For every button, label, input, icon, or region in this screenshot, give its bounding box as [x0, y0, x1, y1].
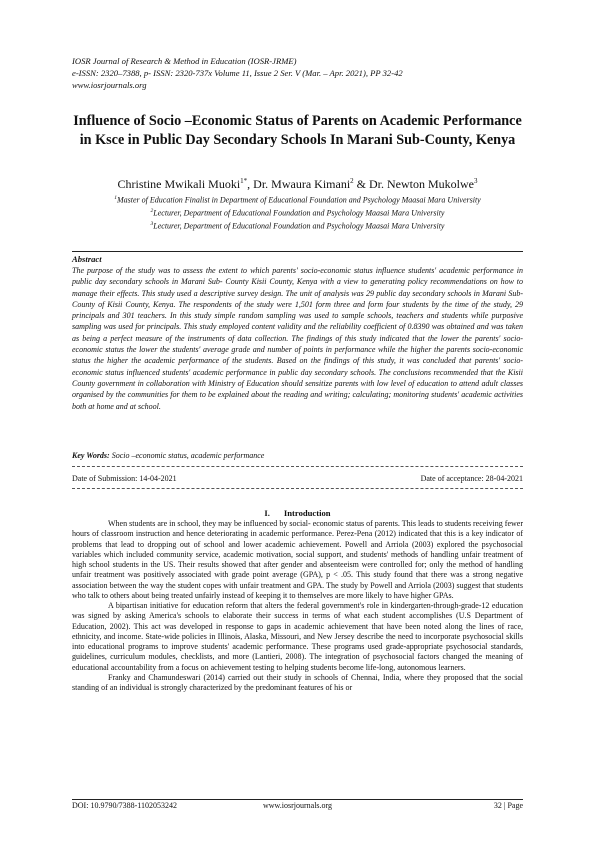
footer-rule	[72, 799, 523, 800]
keywords	[72, 451, 523, 461]
affiliation: $^1$Master of Education Finalist in Department of Educational Foundation and Psychology Maasai Mara University	[114, 195, 481, 205]
abstract-heading: Abstract	[72, 254, 102, 264]
introduction-body	[72, 519, 523, 693]
keywords-label: Key Words:	[72, 451, 110, 460]
paper-title: Influence of Socio –Economic Status of Parents on Academic Performance in Ksce in Public Day Secondary Schools In Marani Sub-County, Kenya	[73, 113, 522, 148]
affiliation: $^2$Lecturer, Department of Educational Foundation and Psychology Maasai Mara University	[150, 208, 445, 218]
author-name: Christine Mwikali Muoki	[117, 177, 241, 191]
keywords-text: Socio –economic status, academic performance	[109, 451, 265, 460]
section-title: Introduction	[283, 508, 331, 518]
footer-page-number: 32 | Page	[493, 801, 523, 810]
abstract-text: The purpose of the study was to assess the extent to which parents' socio-economic status influence students' academic performance in public day secondary schools in Marani Sub- County Kisii County, Kenya with a view to generating policy recommendations on how to manage their effects. This study used a descriptive survey design. The unit of analysis was 29 public day secondary schools in Marani Sub- County of Kisii County, Kenya. The respondents of the study were 1,501 form three and form four students by the time of the study, 29 principals and 301 teachers. In this study simple random sampling was used to sample schools, teachers and students while purposive sampling was used for principals. This study employed content validity and the reliability coefficient of 0.8390 was obtained and was taken as being a perfect measure of the instruments of data collection. The findings of this study indicated that the lower the parents' socio-economic status the lower the students' average grade and number of points in performance while the higher the parents socio-economic status the higher the academic performance of the students. Based on the findings of this study, it was concluded that parents' socio-economic status influenced students' academic performance in public day secondary schools. The conclusions recommended that the Kisii County government in collaboration with Ministry of Education should sensitize parents with low level of education to attend adult classes organised by the communities for them to be explained about the reading and writing; calculating; monitoring students' academic activities both at home and at school.	[72, 266, 523, 411]
author-name: Dr. Newton Mukolwe	[369, 177, 474, 191]
section-number: I.	[264, 508, 270, 518]
dates-top-divider	[72, 466, 523, 467]
journal-header	[72, 55, 532, 91]
dates-bottom-divider	[72, 488, 523, 489]
footer-doi: DOI: 10.9790/7388-1102053242	[72, 801, 178, 810]
author-separator: &	[353, 177, 369, 191]
journal-issn: e-ISSN: 2320–7388, p- ISSN: 2320-737x Volume 11, Issue 2 Ser. V (Mar. – Apr. 2021), PP 32-42	[72, 68, 403, 78]
journal-name: IOSR Journal of Research & Method in Education (IOSR-JRME)	[72, 56, 297, 66]
journal-website: www.iosrjournals.org	[72, 80, 147, 90]
page-footer	[72, 801, 523, 811]
author-superscript: 2	[350, 177, 354, 185]
footer-website: www.iosrjournals.org	[262, 801, 333, 810]
author-separator: ,	[247, 177, 254, 191]
abstract-top-rule	[72, 251, 523, 252]
paragraph: Franky and Chamundeswari (2014) carried out their study in schools of Chennai, India, where they proposed that the social standing of an individual is strongly characterized by the predominant features of his or	[72, 672, 523, 692]
author-superscript: 3	[474, 177, 478, 185]
paragraph: When students are in school, they may be influenced by social- economic status of parents. This leads to students receiving fewer hours of classroom instruction and hence deteriorating in academic performance. Perez-Pena (2012) indicated that this is a key indicator of problems that lead to dropping out of school and lower academic achievement. Powell and Arriola (2003) explored the psychosocial variables which included community service, academic motivation, social support, and students' methods of handling unfair treatment of high school students in the US. Their results showed that after gender and absenteeism were controlled for; only the method of handling unfair treatment was positively associated with grade point average (GPA), p < .05. This study found that there was a strong negative association between the way the student copes with unfair treatment and GPA. The study by Powell and Arriola (2003) suggest that students who talk to others about being treated unfairly instead of keeping it to themselves are more likely to have higher GPAs.	[72, 519, 523, 600]
acceptance-date: Date of acceptance: 28-04-2021	[420, 474, 523, 483]
author-superscript: 1*	[240, 177, 248, 185]
author-name: Dr. Mwaura Kimani	[253, 177, 351, 191]
paragraph: A bipartisan initiative for education reform that alters the federal government's role in kindergarten-through-grade-12 education was signed by asking America's schools to elaborate their success in terms of what each student accomplishes (U.S Department of Education, 2002). This act was developed in response to gaps in academic achievement that have been noted along the lines of race, ethnicity, and income. State-wide policies in Illinois, Alaska, Missouri, and New Jersey describe the need to incorporate psychosocial skills into educational programs to improve students' academic performance. These programs used grade-appropriate psychosocial standards, guidelines, curriculum modules, checklists, and more (Lantieri, 2008). The integration of psychosocial factors changed the meaning of educational accountability from a focus on achievement testing to helping students become life-long, autonomous learners.	[72, 601, 523, 672]
author-list	[72, 174, 523, 192]
section-heading	[72, 508, 523, 518]
affiliation: $^3$Lecturer, Department of Educational Foundation and Psychology Maasai Mara University	[150, 221, 445, 231]
affiliation-list	[90, 193, 505, 232]
submission-date: Date of Submission: 14-04-2021	[72, 474, 177, 483]
